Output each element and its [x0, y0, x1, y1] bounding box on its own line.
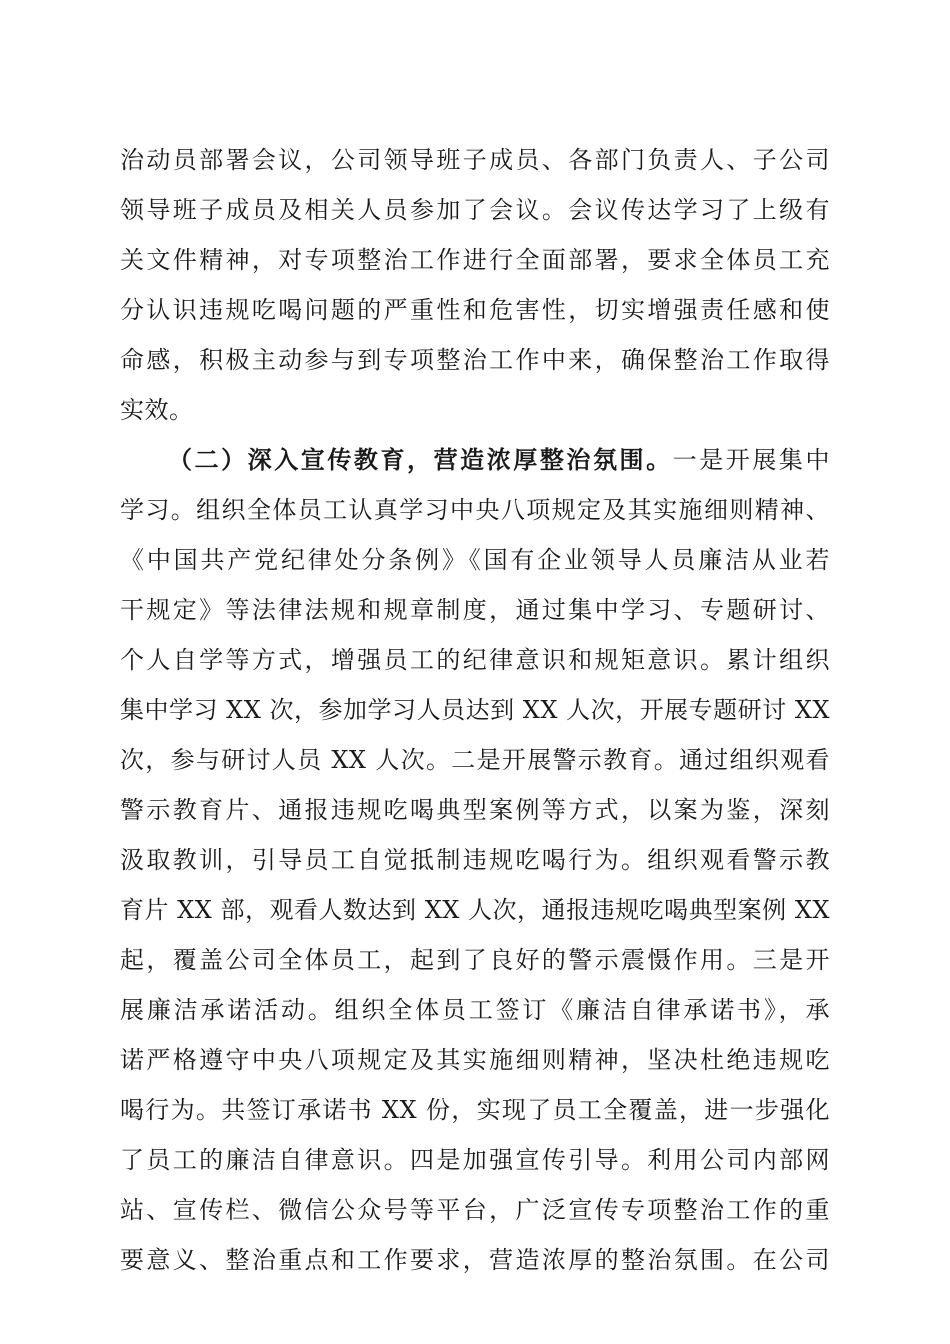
paragraph-line: 育片 XX 部，观看人数达到 XX 人次，通报违规吃喝典型案例 XX	[120, 896, 830, 924]
paragraph-line: 实效。	[120, 396, 194, 424]
paragraph-line: 诺严格遵守中央八项规定及其实施细则精神，坚决杜绝违规吃	[120, 1046, 830, 1074]
paragraph-line: 关文件精神，对专项整治工作进行全面部署，要求全体员工充	[120, 246, 830, 274]
paragraph-line: 展廉洁承诺活动。组织全体员工签订《廉洁自律承诺书》，承	[120, 996, 830, 1024]
paragraph-line: 干规定》等法律法规和规章制度，通过集中学习、专题研讨、	[120, 596, 830, 624]
paragraph-line: 了员工的廉洁自律意识。四是加强宣传引导。利用公司内部网	[120, 1146, 830, 1174]
paragraph-line: 站、宣传栏、微信公众号等平台，广泛宣传专项整治工作的重	[120, 1196, 830, 1224]
paragraph-line: 要意义、整治重点和工作要求，营造浓厚的整治氛围。在公司	[120, 1246, 830, 1274]
paragraph-line: 治动员部署会议，公司领导班子成员、各部门负责人、子公司	[120, 146, 830, 174]
paragraph-line: 警示教育片、通报违规吃喝典型案例等方式，以案为鉴，深刻	[120, 796, 830, 824]
paragraph-line: 个人自学等方式，增强员工的纪律意识和规矩意识。累计组织	[120, 646, 830, 674]
paragraph-line: 起，覆盖公司全体员工，起到了良好的警示震慑作用。三是开	[120, 946, 830, 974]
paragraph-line: 《中国共产党纪律处分条例》《国有企业领导人员廉洁从业若	[120, 546, 830, 574]
paragraph-line: 领导班子成员及相关人员参加了会议。会议传达学习了上级有	[120, 196, 830, 224]
section-heading-line: （二）深入宣传教育，营造浓厚整治氛围。一是开展集中	[168, 445, 830, 474]
paragraph-line: 学习。组织全体员工认真学习中央八项规定及其实施细则精神、	[120, 496, 830, 524]
section-heading: （二）深入宣传教育，营造浓厚整治氛围。	[168, 445, 673, 474]
paragraph-line: 汲取教训，引导员工自觉抵制违规吃喝行为。组织观看警示教	[120, 846, 830, 874]
paragraph-line: 分认识违规吃喝问题的严重性和危害性，切实增强责任感和使	[120, 296, 830, 324]
paragraph-line: 命感，积极主动参与到专项整治工作中来，确保整治工作取得	[120, 346, 830, 374]
paragraph-line: 集中学习 XX 次，参加学习人员达到 XX 人次，开展专题研讨 XX	[120, 696, 830, 724]
paragraph-line: 次，参与研讨人员 XX 人次。二是开展警示教育。通过组织观看	[120, 746, 830, 774]
paragraph-line: 喝行为。共签订承诺书 XX 份，实现了员工全覆盖，进一步强化	[120, 1096, 830, 1124]
